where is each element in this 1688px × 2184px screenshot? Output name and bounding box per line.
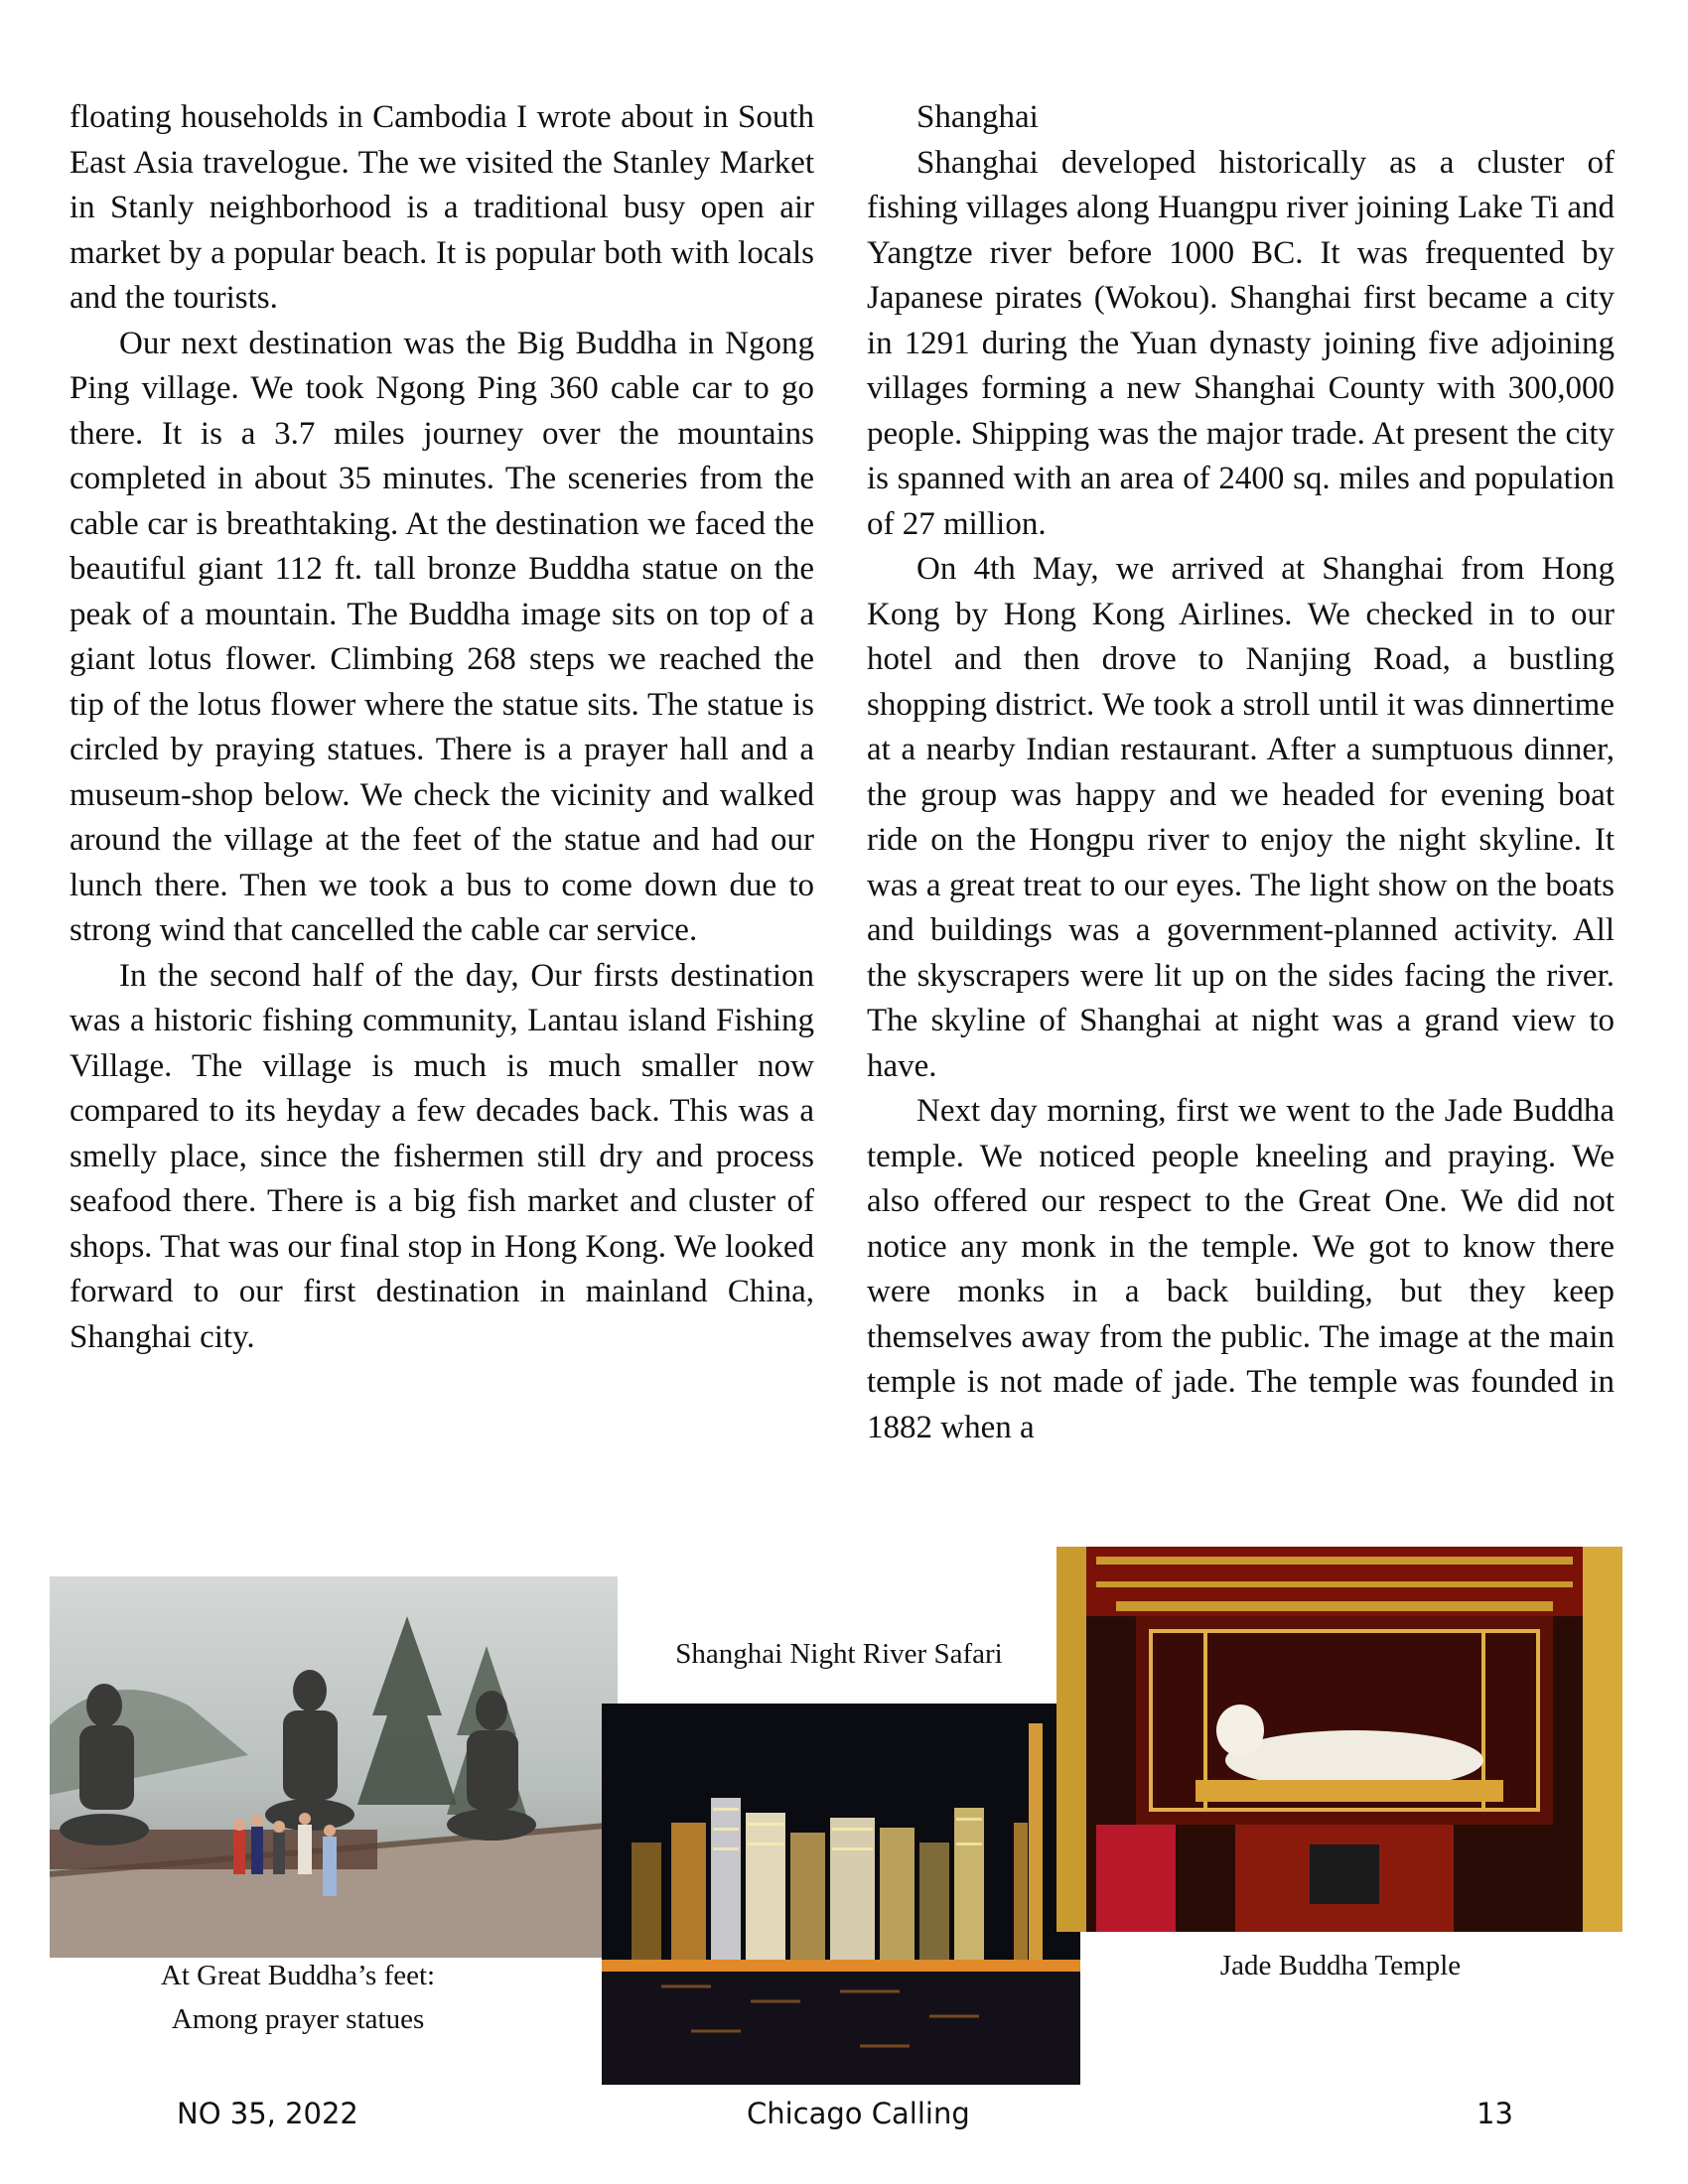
paragraph: Next day morning, first we went to the Jade Buddha temple. We noticed people kneeling and praying. We also offered our respect to the Great One. We did not notice any monk in the temple. We got to know there were monks in a back building, but they keep themselves away from the public. The image at the main temple is not made of jade. The temple was founded in 1882 when a	[867, 1093, 1615, 1445]
page-number: 13	[1477, 2097, 1513, 2130]
caption-line: At Great Buddha’s feet:	[160, 1960, 436, 1991]
jade-buddha-temple-photo	[1056, 1547, 1622, 1932]
caption-line: Among prayer statues	[171, 2003, 425, 2035]
buddha-statues-illustration	[50, 1576, 618, 1958]
buddha-photo-caption	[109, 1954, 487, 2041]
paragraph: Shanghai developed historically as a cluster of fishing villages along Huangpu river joining Lake Ti and Yangtze river before 1000 BC. It was frequented by Japanese pirates (Wokou). Shanghai first became a city in 1291 during the Yuan dynasty joining five adjoining villages forming a new Shanghai County with 300,000 people. Shipping was the major trade. At present the city is spanned with an area of 2400 sq. miles and population of 27 million.	[867, 144, 1615, 542]
section-heading: Shanghai	[916, 99, 1039, 135]
publication-name: Chicago Calling	[747, 2097, 970, 2130]
paragraph: floating households in Cambodia I wrote about in South East Asia travelogue. The we visited the Stanley Market in Stanly neighborhood is a traditional busy open air market by a popular beach. It is popular both with locals and the tourists.	[70, 99, 814, 316]
shanghai-night-photo	[602, 1704, 1080, 2085]
buddha-statues-photo	[50, 1576, 618, 1958]
night-photo-caption: Shanghai Night River Safari	[675, 1638, 1003, 1670]
paragraph: In the second half of the day, Our firsts destination was a historic fishing community, Lantau island Fishing Village. The village is much is much smaller now compared to its heyday a few decades back. This was a smelly place, since the fishermen still dry and process seafood there. There is a big fish market and cluster of shops. That was our final stop in Hong Kong. We looked forward to our first destination in mainland China, Shanghai city.	[70, 957, 814, 1355]
issue-number: NO 35, 2022	[177, 2097, 358, 2130]
paragraph: On 4th May, we arrived at Shanghai from Hong Kong by Hong Kong Airlines. We checked in to our hotel and then drove to Nanjing Road, a bustling shopping district. We took a stroll until it was dinnertime at a nearby Indian restaurant. After a sumptuous dinner, the group was happy and we headed for evening boat ride on the Hongpu river to enjoy the night skyline. It was a great treat to our eyes. The light show on the boats and buildings was a government-planned activity. All the skyscrapers were lit up on the sides facing the river. The skyline of Shanghai at night was a grand view to have.	[867, 551, 1615, 1084]
left-text-column	[70, 95, 814, 1360]
temple-illustration	[1056, 1547, 1622, 1932]
paragraph: Our next destination was the Big Buddha in Ngong Ping village. We took Ngong Ping 360 cable car to go there. It is a 3.7 miles journey over the mountains completed in about 35 minutes. The sceneries from the cable car is breathtaking. At the destination we faced the beautiful giant 112 ft. tall bronze Buddha statue on the peak of a mountain. The Buddha image sits on top of a giant lotus flower. Climbing 268 steps we reached the tip of the lotus flower where the statue sits. The statue is circled by praying statues. There is a prayer hall and a museum-shop below. We check the vicinity and walked around the village at the feet of the statue and had our lunch there. Then we took a bus to come down due to strong wind that cancelled the cable car service.	[70, 325, 814, 948]
temple-photo-caption: Jade Buddha Temple	[1219, 1950, 1462, 1981]
night-skyline-illustration	[602, 1704, 1080, 2085]
right-text-column	[867, 95, 1615, 1450]
